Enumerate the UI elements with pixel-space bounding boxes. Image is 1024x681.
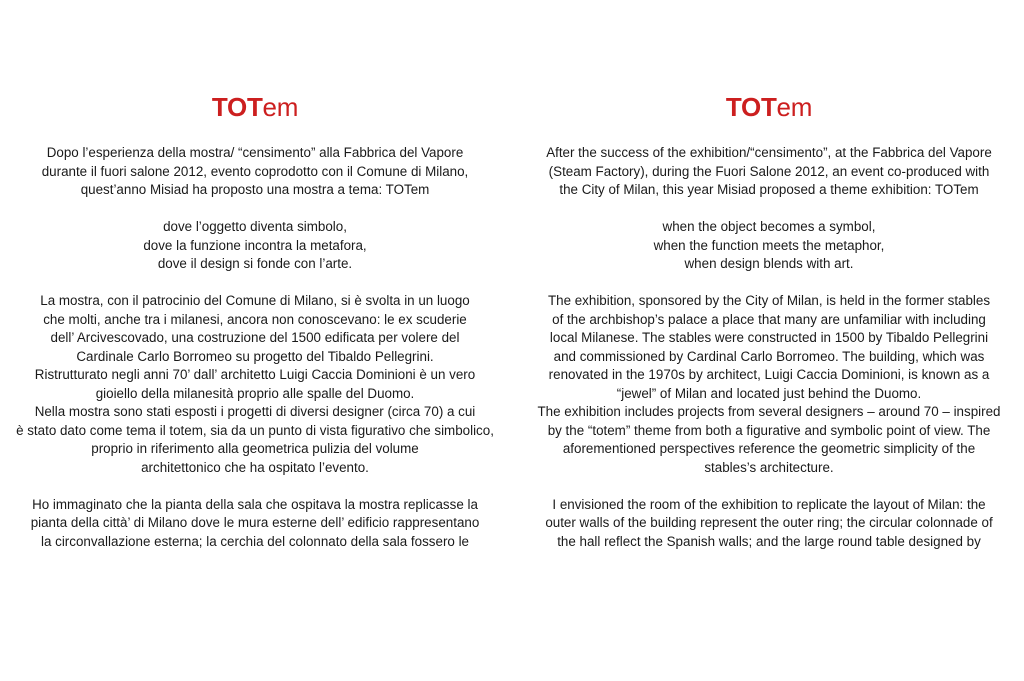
text-line: dove il design si fonde con l’arte. [157,256,353,271]
text-line: architettonico che ha ospitato l’evento. [141,459,369,475]
paragraph [0,144,510,200]
text-line: La mostra, con il patrocinio del Comune di Milano, si è svolta in un luogo [40,293,470,308]
text-line: The exhibition includes projects from several designers – around 70 – inspired [537,404,1001,419]
title-bold-part: TOT [211,92,263,122]
title-light-part: em [776,92,813,122]
paragraph [0,218,510,274]
text-line: che molti, anche tra i milanesi, ancora non conoscevano: le ex scuderie [43,311,467,327]
text-line: Ristrutturato negli anni 70’ dall’ architetto Luigi Caccia Dominioni è un vero [34,367,476,382]
title-bold-part: TOT [725,92,777,122]
text-line: of the archbishop’s palace a place that many are unfamiliar with including [552,311,986,327]
paragraph [514,144,1024,200]
english-body [514,144,1024,551]
text-line: “jewel” of Milan and located just behind the Duomo. [616,385,922,401]
text-line: quest’anno Misiad ha proposto una mostra a tema: TOTem [80,182,430,197]
text-line: when design blends with art. [684,256,854,271]
text-line: durante il fuori salone 2012, evento coprodotto con il Comune di Milano, [41,163,469,179]
paragraph [514,218,1024,274]
text-line: and commissioned by Cardinal Carlo Borromeo. The building, which was [553,348,985,364]
english-column [514,92,1024,570]
text-line: è stato dato come tema il totem, sia da un punto di vista figurativo che simbolico, [16,422,494,438]
paragraph [514,496,1024,552]
text-line: Nella mostra sono stati esposti i progetti di diversi designer (circa 70) a cui [34,404,476,419]
italian-body [0,144,510,551]
text-line: Cardinale Carlo Borromeo su progetto del Tibaldo Pellegrini. [76,348,434,364]
paragraph [0,496,510,552]
text-line: Ho immaginato che la pianta della sala che ospitava la mostra replicasse la [32,496,478,512]
text-line: when the function meets the metaphor, [653,237,885,253]
text-line: dell’ Arcivescovado, una costruzione del 1500 edificata per volere del [50,330,460,345]
text-line: aforementioned perspectives reference the geometric simplicity of the [562,441,976,456]
text-line: stables’s architecture. [704,459,834,475]
text-line: by the “totem” theme from both a figurative and symbolic point of view. The [547,422,991,438]
text-line: la circonvallazione esterna; la cerchia del colonnato della sala fossero le [40,533,469,549]
text-line: dove l’oggetto diventa simbolo, [163,219,347,234]
title-italian [0,92,510,122]
text-line: gioiello della milanesità proprio alle spalle del Duomo. [95,385,415,401]
paragraph [514,292,1024,477]
text-line: the City of Milan, this year Misiad proposed a theme exhibition: TOTem [559,182,979,197]
text-line: local Milanese. The stables were constructed in 1500 by Tibaldo Pellegrini [549,330,989,345]
paragraph [0,292,510,477]
title-light-part: em [262,92,299,122]
text-line: dove la funzione incontra la metafora, [143,237,367,253]
text-line: proprio in riferimento alla geometrica pulizia del volume [91,441,419,456]
text-line: I envisioned the room of the exhibition to replicate the layout of Milan: the [552,496,986,512]
text-line: renovated in the 1970s by architect, Luigi Caccia Dominioni, is known as a [548,367,990,382]
italian-column [0,92,510,570]
text-line: when the object becomes a symbol, [662,219,876,234]
text-line: (Steam Factory), during the Fuori Salone 2012, an event co-produced with [548,163,990,179]
text-line: Dopo l’esperienza della mostra/ “censimento” alla Fabbrica del Vapore [46,145,464,160]
text-line: pianta della città’ di Milano dove le mura esterne dell’ edificio rappresentano [30,515,480,530]
text-line: outer walls of the building represent the outer ring; the circular colonnade of [545,515,993,530]
title-english [514,92,1024,122]
text-line: The exhibition, sponsored by the City of Milan, is held in the former stables [547,293,991,308]
text-line: the hall reflect the Spanish walls; and the large round table designed by [557,533,981,549]
text-line: After the success of the exhibition/“censimento”, at the Fabbrica del Vapore [546,145,992,160]
